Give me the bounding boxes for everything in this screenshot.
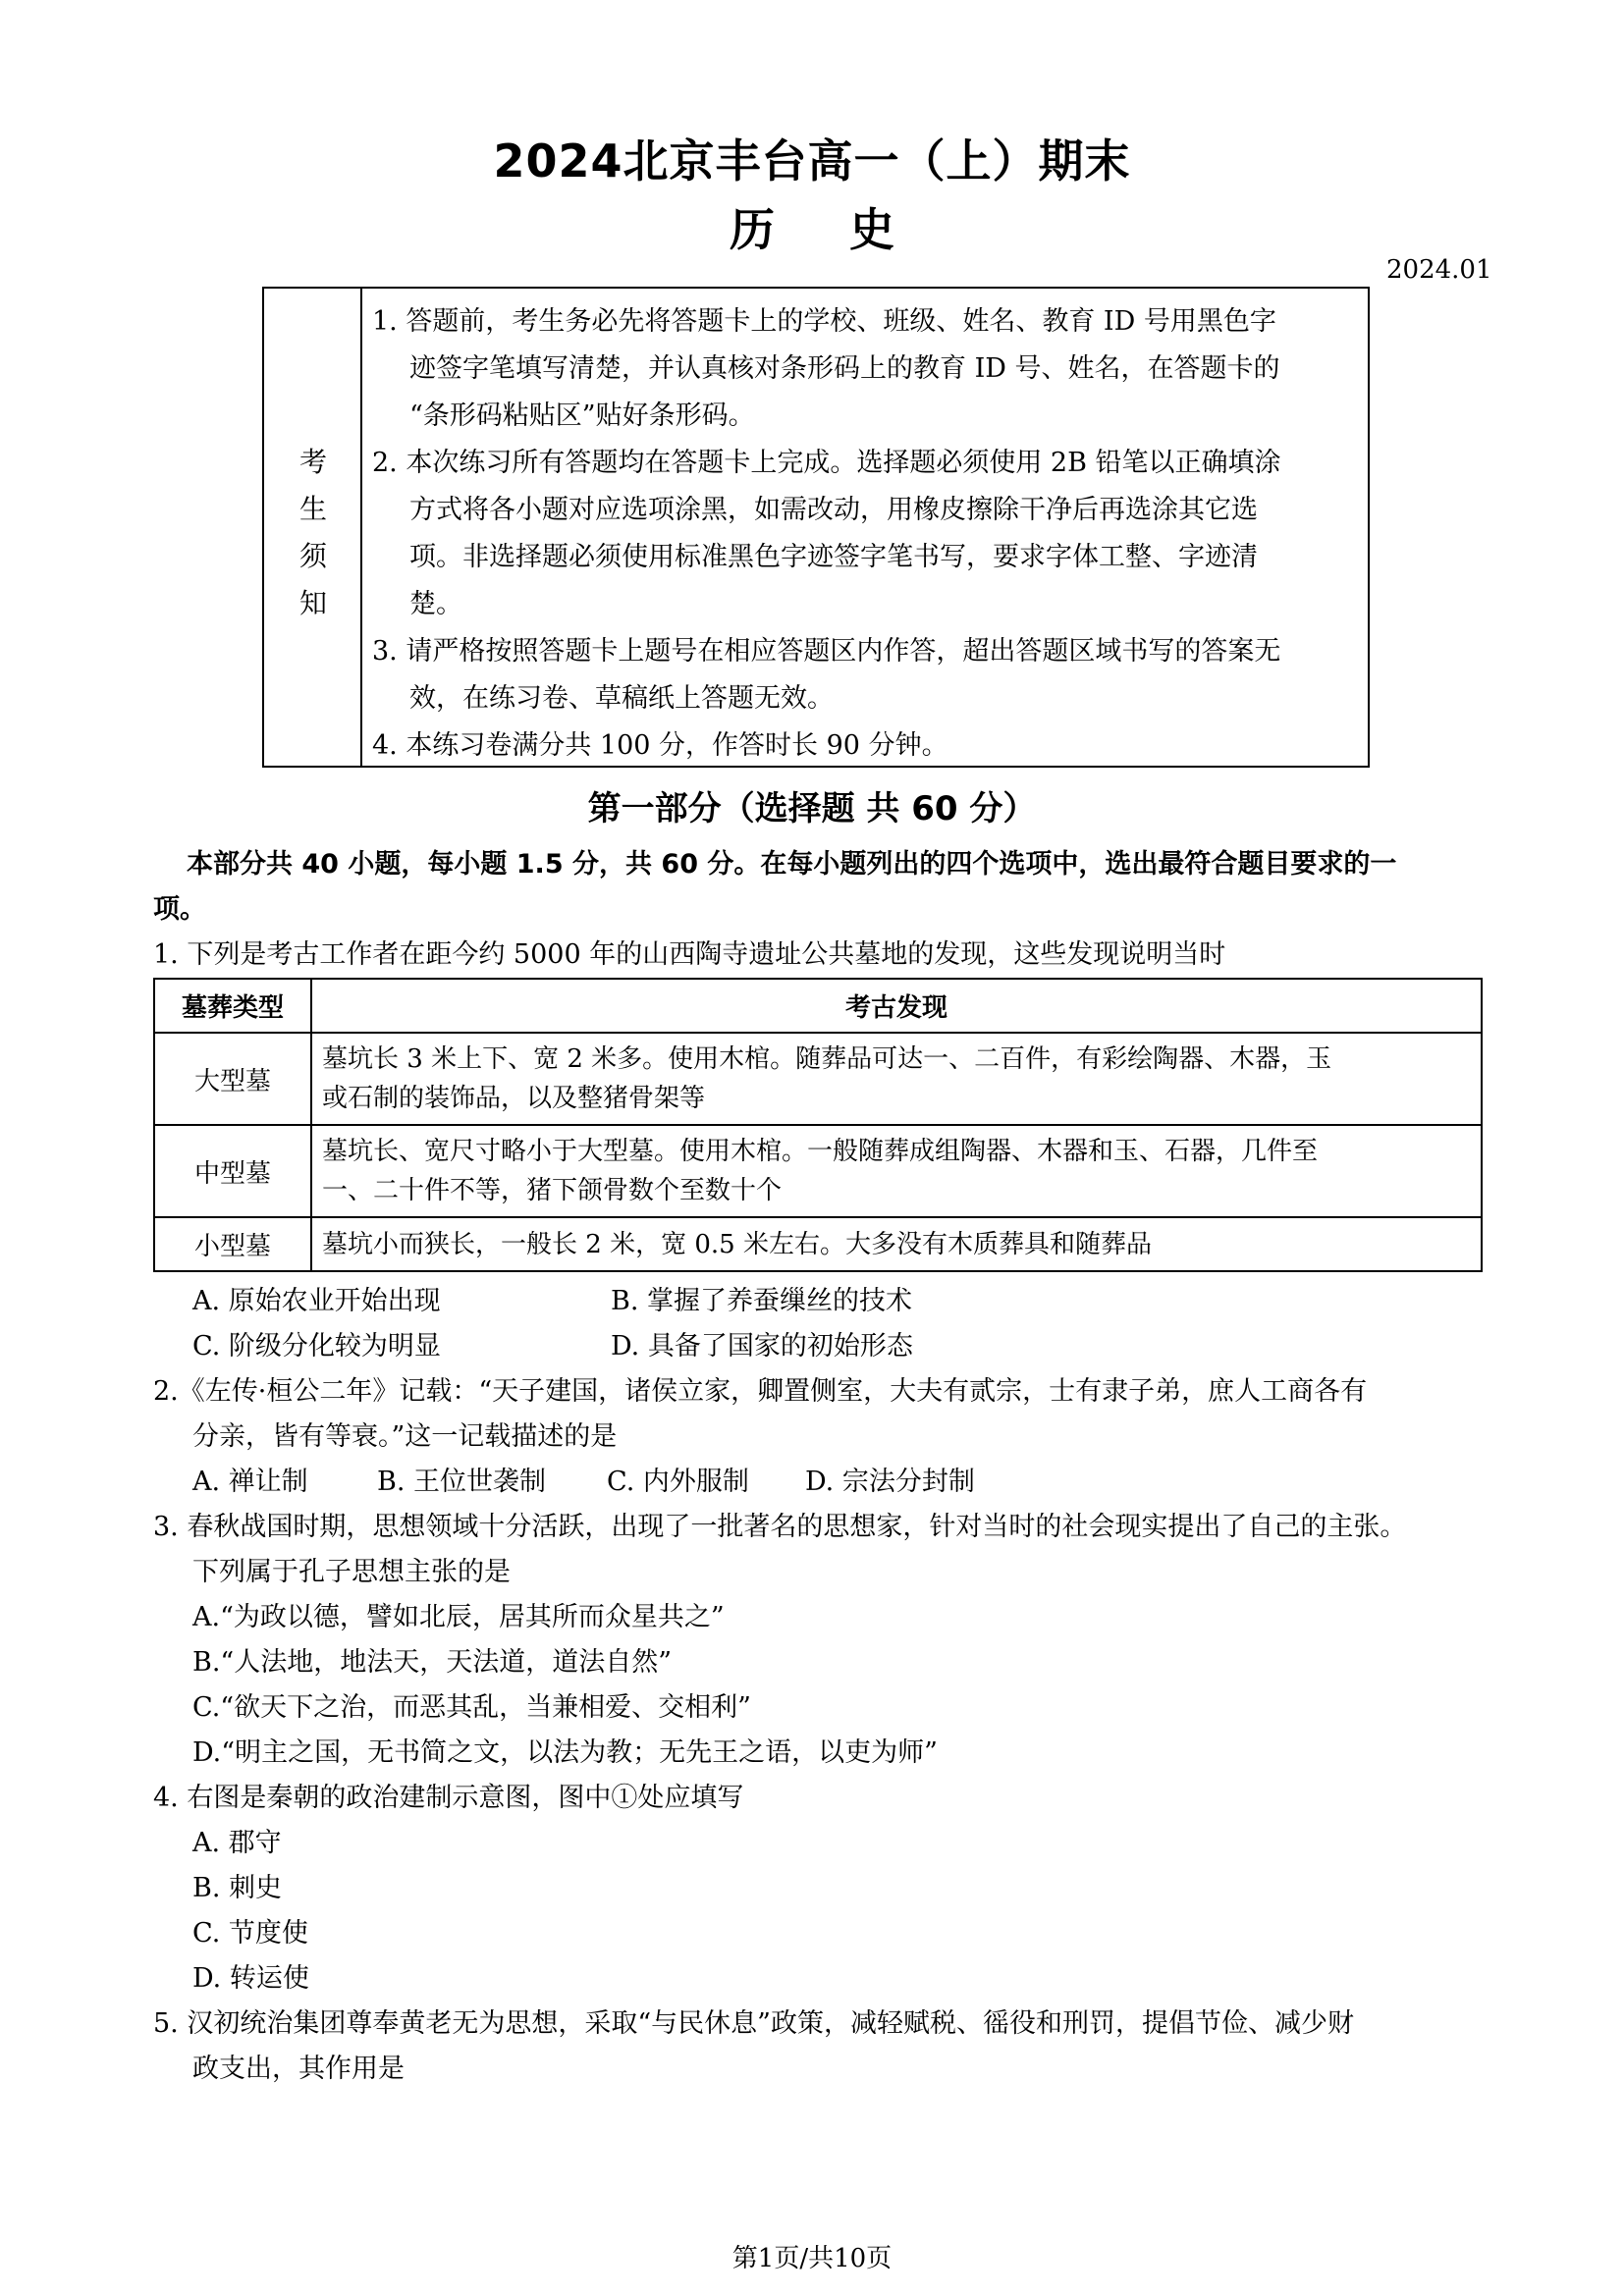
table-row <box>154 1217 1482 1271</box>
q4-option-d: D. 转运使 <box>192 1963 309 1994</box>
notice-label-char: 须 <box>298 540 327 572</box>
q2-stem: 2.《左传·桓公二年》记载：“天子建国，诸侯立家，卿置侧室，大夫有贰宗，士有隶子弟，庶人工商各有 <box>153 1376 1368 1407</box>
finding-line: 或石制的装饰品，以及整猪骨架等 <box>322 1084 706 1113</box>
q1-stem: 1. 下列是考古工作者在距今约 5000 年的山西陶寺遗址公共墓地的发现，这些发现说明当时 <box>153 939 1226 970</box>
tomb-type: 中型墓 <box>154 1125 311 1217</box>
notice-label-char: 生 <box>298 493 327 525</box>
exam-date: 2024.01 <box>1386 255 1492 285</box>
notice-items <box>372 298 1359 770</box>
section-intro: 项。 <box>153 894 206 925</box>
q2-option-d: D. 宗法分封制 <box>805 1467 975 1497</box>
q3-option-b: B.“人法地，地法天，天法道，道法自然” <box>192 1647 673 1678</box>
notice-line: 方式将各小题对应选项涂黑，如需改动，用橡皮擦除干净后再选涂其它选 <box>409 495 1258 525</box>
subject-title: 历 史 <box>729 203 894 256</box>
notice-line: “条形码粘贴区”贴好条形码。 <box>409 400 755 431</box>
notice-line: 项。非选择题必须使用标准黑色字迹签字笔书写，要求字体工整、字迹清 <box>409 542 1258 572</box>
q2-option-c: C. 内外服制 <box>607 1467 749 1497</box>
tomb-type: 大型墓 <box>154 1033 311 1125</box>
q5-stem: 政支出，其作用是 <box>192 2054 405 2084</box>
tomb-finding <box>311 1033 1482 1125</box>
section-intro: 本部分共 40 小题，每小题 1.5 分，共 60 分。在每小题列出的四个选项中，选出最符合题目要求的一 <box>187 849 1397 880</box>
q1-option-c: C. 阶级分化较为明显 <box>192 1331 441 1362</box>
q4-stem: 4. 右图是秦朝的政治建制示意图，图中①处应填写 <box>153 1783 744 1813</box>
q4-option-c: C. 节度使 <box>192 1918 308 1949</box>
finding-line: 墓坑小而狭长，一般长 2 米，宽 0.5 米左右。大多没有木质葬具和随葬品 <box>322 1229 1152 1259</box>
q2-option-b: B. 王位世袭制 <box>377 1467 547 1497</box>
section-title: 第一部分（选择题 共 60 分） <box>587 789 1037 828</box>
q3-stem: 下列属于孔子思想主张的是 <box>192 1557 511 1587</box>
table-header: 考古发现 <box>311 979 1482 1033</box>
tomb-finding <box>311 1217 1482 1271</box>
q3-option-a: A.“为政以德，譬如北辰，居其所而众星共之” <box>192 1602 725 1632</box>
table-row <box>154 1125 1482 1217</box>
finding-line: 墓坑长 3 米上下、宽 2 米多。使用木棺。随葬品可达一、二百件，有彩绘陶器、木器，玉 <box>322 1044 1332 1074</box>
notice-line: 4. 本练习卷满分共 100 分，作答时长 90 分钟。 <box>372 730 948 761</box>
notice-line: 1. 答题前，考生务必先将答题卡上的学校、班级、姓名、教育 ID 号用黑色字 <box>372 306 1276 337</box>
notice-line: 楚。 <box>409 589 462 619</box>
notice-label-char: 知 <box>298 587 327 619</box>
notice-label-char: 考 <box>298 446 327 478</box>
q3-stem: 3. 春秋战国时期，思想领域十分活跃，出现了一批著名的思想家，针对当时的社会现实提出了自己的主张。 <box>153 1512 1407 1542</box>
q5-stem: 5. 汉初统治集团尊奉黄老无为思想，采取“与民休息”政策，减轻赋税、徭役和刑罚，提倡节俭、减少财 <box>153 2008 1354 2039</box>
notice-label-column <box>264 289 362 766</box>
notice-box <box>262 287 1370 768</box>
tomb-finding <box>311 1125 1482 1217</box>
page-number: 第1页/共10页 <box>731 2244 893 2273</box>
page-title: 2024北京丰台高一（上）期末 <box>493 134 1131 187</box>
table-header-row <box>154 979 1482 1033</box>
q2-option-a: A. 禅让制 <box>192 1467 308 1497</box>
notice-line: 迹签字笔填写清楚，并认真核对条形码上的教育 ID 号、姓名，在答题卡的 <box>409 353 1280 384</box>
tomb-table <box>153 978 1483 1272</box>
q2-stem: 分亲，皆有等衰。”这一记载描述的是 <box>192 1421 618 1452</box>
notice-line: 效，在练习卷、草稿纸上答题无效。 <box>409 683 834 714</box>
table-header: 墓葬类型 <box>154 979 311 1033</box>
q4-option-a: A. 郡守 <box>192 1828 282 1858</box>
table-row <box>154 1033 1482 1125</box>
finding-line: 一、二十件不等，猪下颌骨数个至数十个 <box>322 1176 783 1205</box>
q3-option-c: C.“欲天下之治，而恶其乱，当兼相爱、交相利” <box>192 1692 751 1723</box>
q4-option-b: B. 刺史 <box>192 1873 283 1903</box>
q1-option-a: A. 原始农业开始出现 <box>192 1286 441 1316</box>
q1-option-b: B. 掌握了养蚕缫丝的技术 <box>611 1286 913 1316</box>
notice-line: 3. 请严格按照答题卡上题号在相应答题区内作答，超出答题区域书写的答案无 <box>372 636 1281 667</box>
tomb-type: 小型墓 <box>154 1217 311 1271</box>
q1-option-d: D. 具备了国家的初始形态 <box>611 1331 913 1362</box>
q3-option-d: D.“明主之国，无书简之文，以法为教；无先王之语，以吏为师” <box>192 1737 938 1768</box>
notice-line: 2. 本次练习所有答题均在答题卡上完成。选择题必须使用 2B 铅笔以正确填涂 <box>372 448 1281 478</box>
finding-line: 墓坑长、宽尺寸略小于大型墓。使用木棺。一般随葬成组陶器、木器和玉、石器，几件至 <box>322 1137 1319 1166</box>
